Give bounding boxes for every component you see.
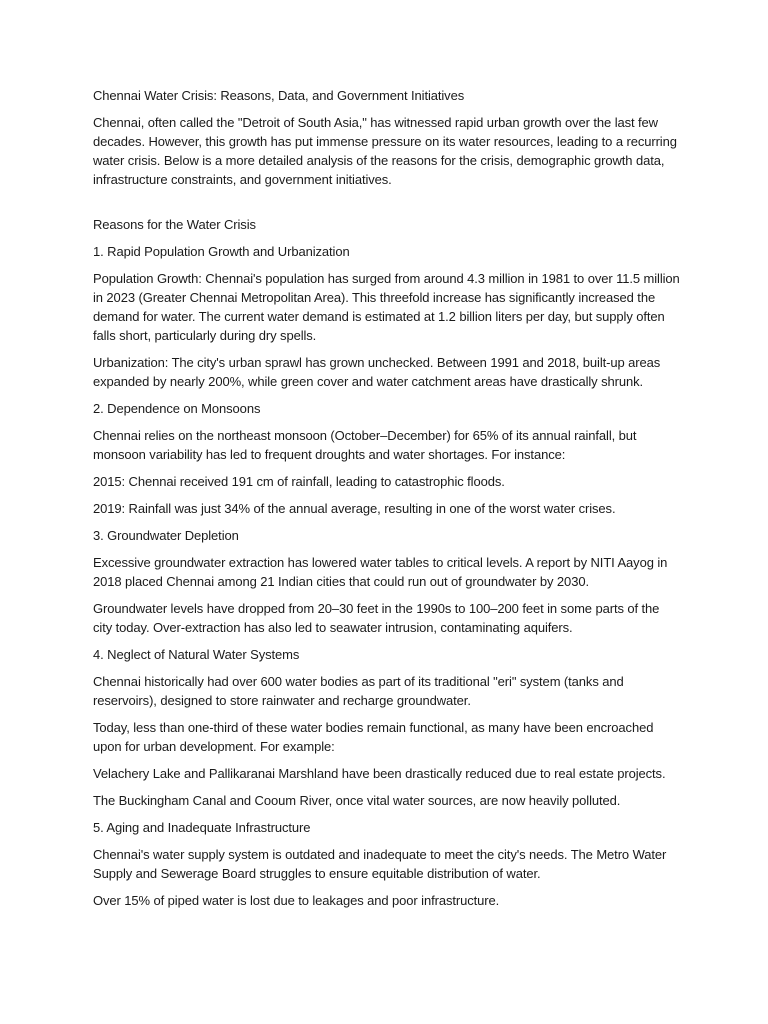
paragraph-water-supply-system: Chennai's water supply system is outdated and inadequate to meet the city's needs. The Metro Water Supply and Sewerage Board struggles to ensure equitable distribution of water. (93, 847, 667, 881)
subsection-heading-population-growth: 1. Rapid Population Growth and Urbanization (93, 244, 350, 259)
paragraph-water-bodies-functional: Today, less than one-third of these water bodies remain functional, as many have been encroached upon for urban development. For example: (93, 720, 654, 754)
paragraph-urbanization: Urbanization: The city's urban sprawl has grown unchecked. Between 1991 and 2018, built-up areas expanded by nearly 200%, while green cover and water catchment areas have drastically shrunk. (93, 355, 661, 389)
paragraph-eri-system: Chennai historically had over 600 water bodies as part of its traditional "eri" system (tanks and reservoirs), designed to store rainwater and recharge groundwater. (93, 674, 624, 708)
paragraph-monsoon-reliance: Chennai relies on the northeast monsoon (October–December) for 65% of its annual rainfall, but monsoon variability has led to frequent droughts and water shortages. For instance: (93, 428, 637, 462)
paragraph-piped-water-loss: Over 15% of piped water is lost due to leakages and poor infrastructure. (93, 893, 500, 908)
paragraph-rainfall-2019: 2019: Rainfall was just 34% of the annual average, resulting in one of the worst water crises. (93, 501, 616, 516)
subsection-heading-monsoons: 2. Dependence on Monsoons (93, 401, 261, 416)
paragraph-groundwater-levels: Groundwater levels have dropped from 20–30 feet in the 1990s to 100–200 feet in some parts of the city today. Over-extraction has also led to seawater intrusion, contaminating aquifers. (93, 601, 660, 635)
paragraph-rainfall-2015: 2015: Chennai received 191 cm of rainfall, leading to catastrophic floods. (93, 474, 505, 489)
paragraph-population-growth: Population Growth: Chennai's population has surged from around 4.3 million in 1981 to over 11.5 million in 2023 (Greater Chennai Metropolitan Area). This threefold increase has significantly increased the demand for water. The current water demand is estimated at 1.2 billion liters per day, but supply often falls short, particularly during dry spells. (93, 271, 680, 343)
subsection-heading-infrastructure: 5. Aging and Inadequate Infrastructure (93, 820, 311, 835)
subsection-heading-groundwater: 3. Groundwater Depletion (93, 528, 239, 543)
document-content (93, 86, 681, 910)
paragraph-velachery-lake: Velachery Lake and Pallikaranai Marshland have been drastically reduced due to real estate projects. (93, 766, 666, 781)
intro-paragraph: Chennai, often called the "Detroit of South Asia," has witnessed rapid urban growth over the last few decades. However, this growth has put immense pressure on its water resources, leading to a recurring water crisis. Below is a more detailed analysis of the reasons for the crisis, demographic growth data, infrastructure constraints, and government initiatives. (93, 115, 677, 187)
paragraph-buckingham-canal: The Buckingham Canal and Cooum River, once vital water sources, are now heavily polluted. (93, 793, 621, 808)
section-heading-reasons: Reasons for the Water Crisis (93, 217, 256, 232)
paragraph-groundwater-extraction: Excessive groundwater extraction has lowered water tables to critical levels. A report by NITI Aayog in 2018 placed Chennai among 21 Indian cities that could run out of groundwater by 2030. (93, 555, 668, 589)
subsection-heading-natural-water: 4. Neglect of Natural Water Systems (93, 647, 300, 662)
document-title: Chennai Water Crisis: Reasons, Data, and Government Initiatives (93, 88, 465, 103)
